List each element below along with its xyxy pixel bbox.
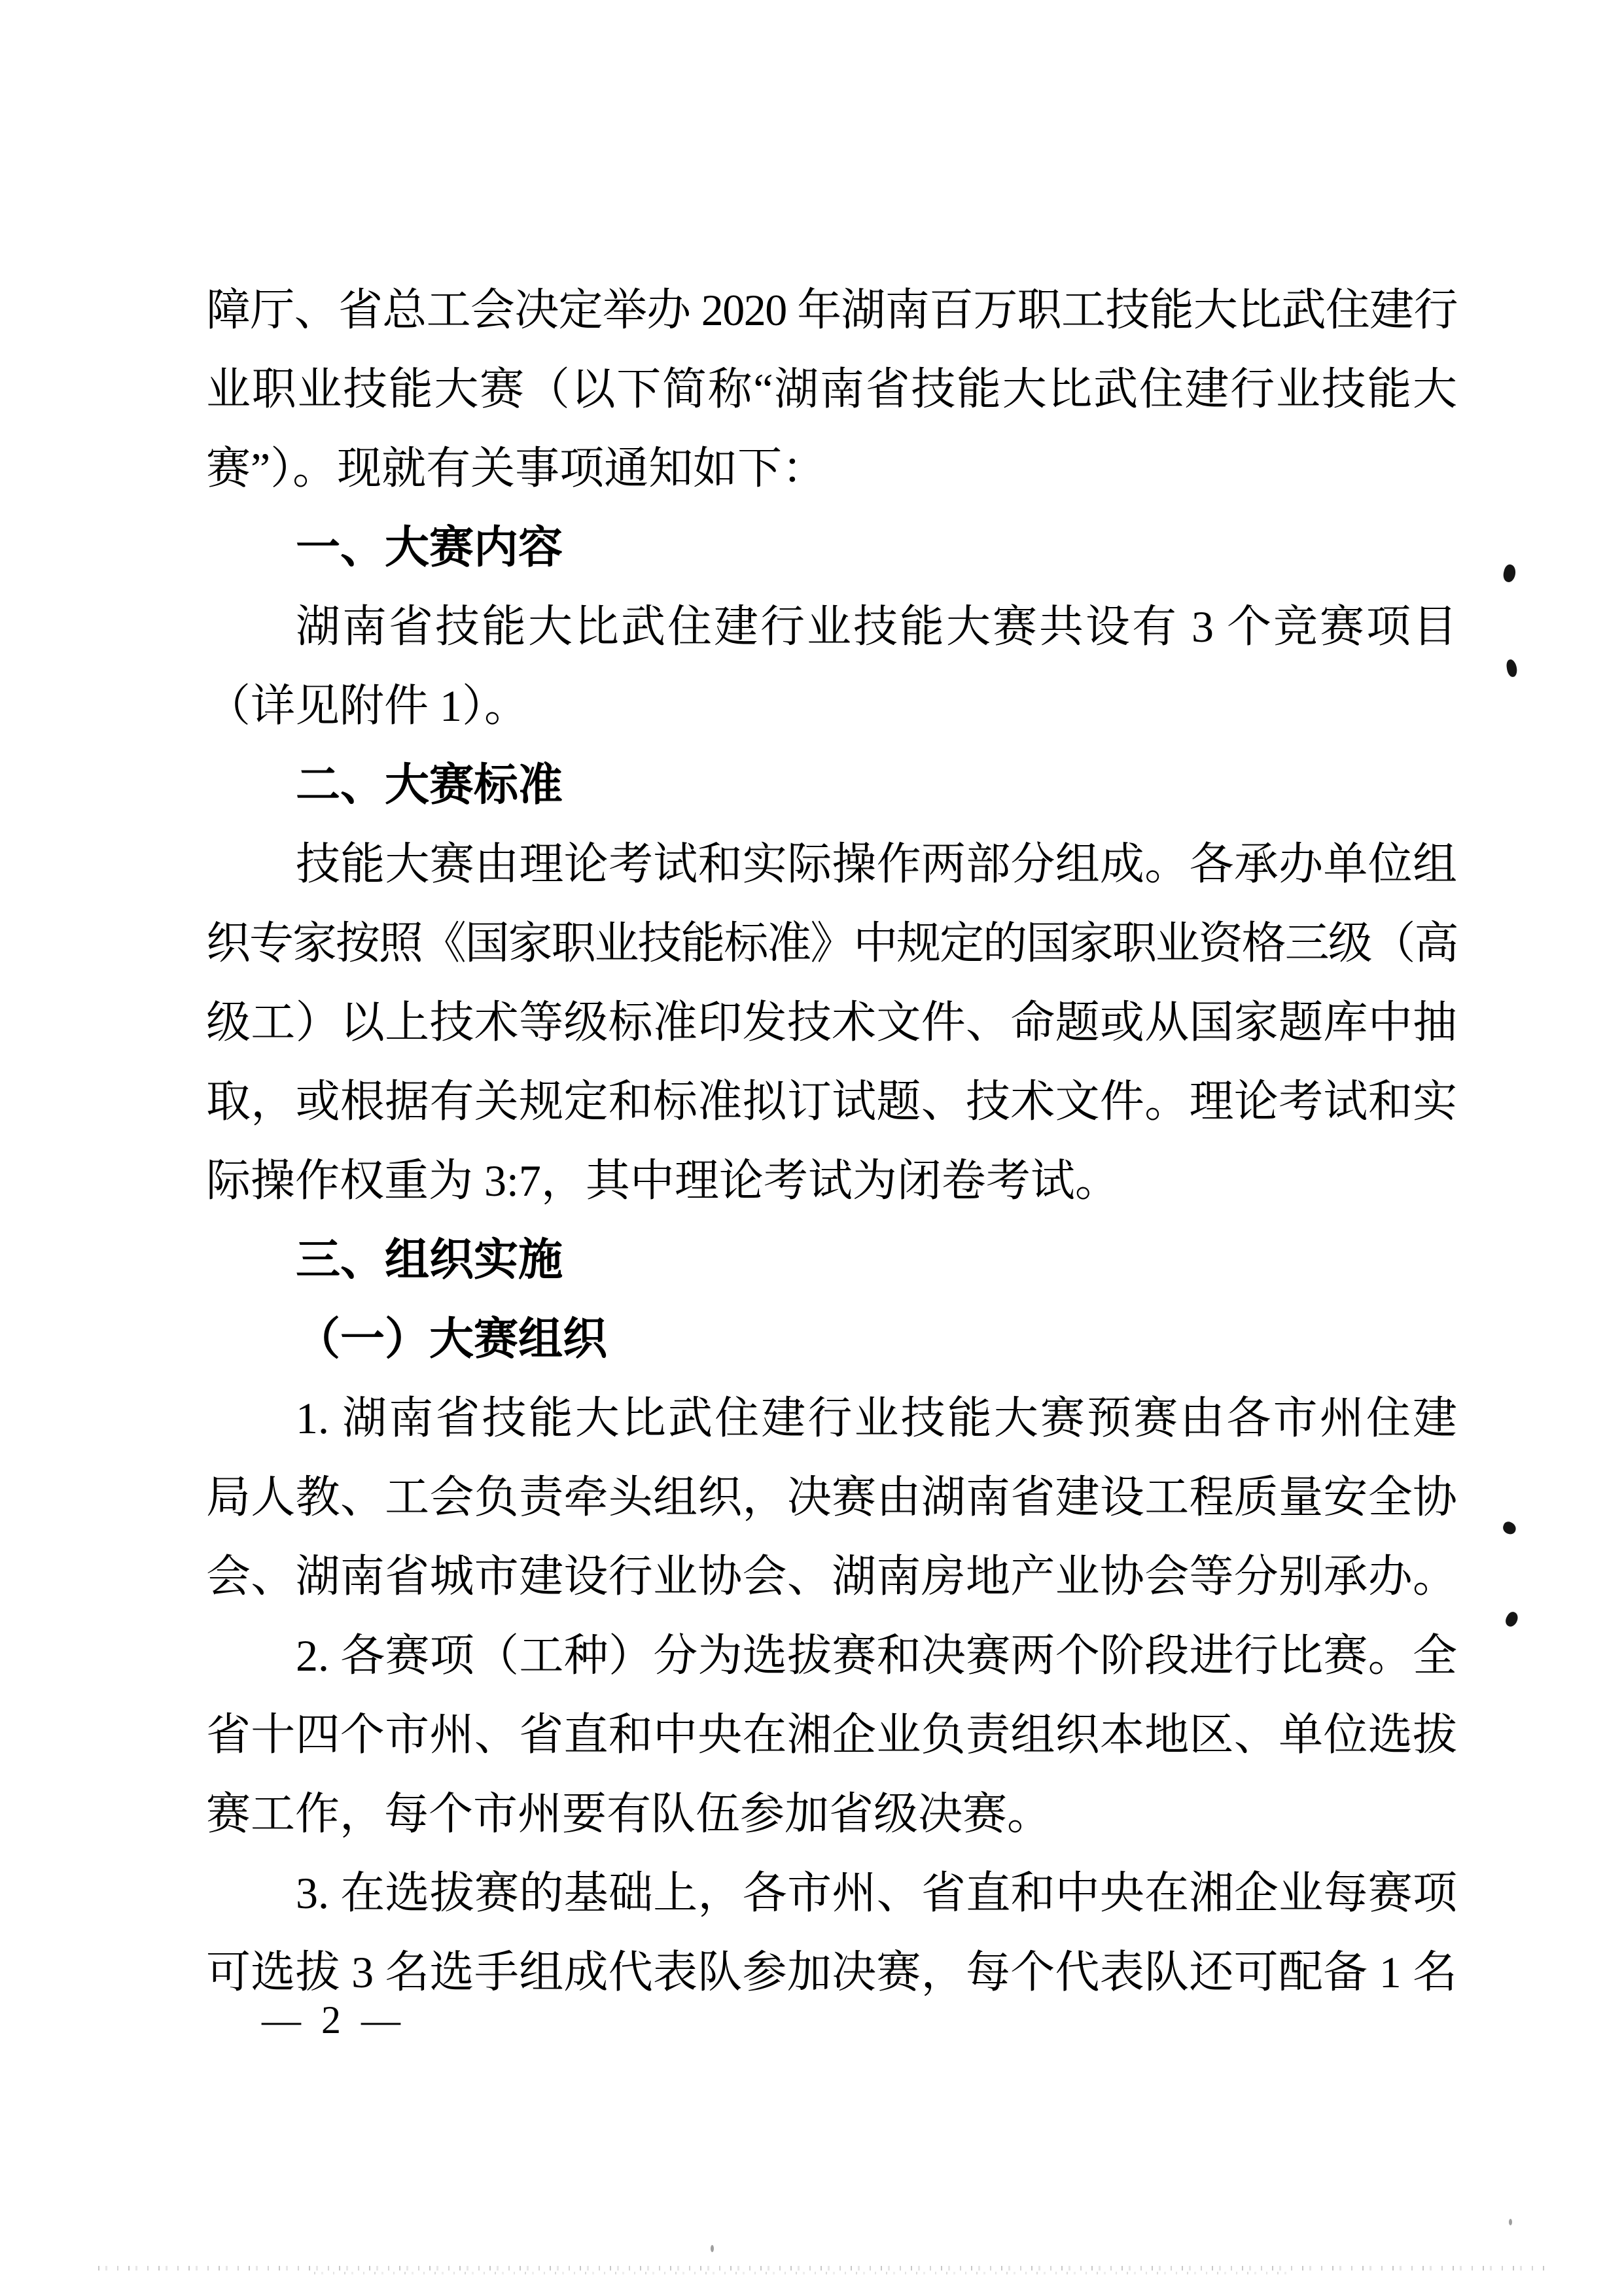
scan-noise-strip [98,2266,1544,2270]
ink-speck [1503,1610,1520,1628]
doc-line: 湖南省技能大比武住建行业技能大赛共设有 3 个竞赛项目 [296,602,1457,652]
doc-line: 省十四个市州、省直和中央在湘企业负责组织本地区、单位选拔 [206,1710,1457,1760]
doc-line: 局人教、工会负责牵头组织，决赛由湖南省建设工程质量安全协 [206,1472,1457,1522]
doc-line: 织专家按照《国家职业技能标准》中规定的国家职业资格三级（高 [206,918,1457,968]
doc-line: 业职业技能大赛（以下简称“湖南省技能大比武住建行业技能大 [206,364,1457,414]
doc-line: 级工）以上技术等级标准印发技术文件、命题或从国家题库中抽 [206,998,1457,1047]
doc-line: 取，或根据有关规定和标准拟订试题、技术文件。理论考试和实 [206,1077,1457,1126]
section-heading: 三、组织实施 [296,1234,563,1286]
doc-line: 赛”）。现就有关事项通知如下： [206,444,827,493]
doc-line: 障厅、省总工会决定举办 2020 年湖南百万职工技能大比武住建行 [206,285,1457,335]
section-heading: 一、大赛内容 [296,522,563,574]
page-number: — 2 — [262,1998,406,2042]
doc-line: 3. 在选拔赛的基础上，各市州、省直和中央在湘企业每赛项 [296,1868,1457,1918]
doc-line: 1. 湖南省技能大比武住建行业技能大赛预赛由各市州住建 [296,1393,1457,1443]
doc-line: 技能大赛由理论考试和实际操作两部分组成。各承办单位组 [296,839,1457,889]
doc-line: 会、湖南省城市建设行业协会、湖南房地产业协会等分别承办。 [206,1552,1457,1601]
doc-line: 际操作权重为 3:7，其中理论考试为闭卷考试。 [206,1156,1120,1206]
doc-line: 可选拔 3 名选手组成代表队参加决赛，每个代表队还可配备 1 名 [206,1947,1457,1997]
doc-line: （详见附件 1）。 [206,681,529,731]
document-body [206,271,1457,2012]
section-heading: 二、大赛标准 [296,759,563,811]
scan-artifact-dot [711,2245,714,2252]
ink-speck [1501,1520,1517,1536]
scan-noise-strip [314,2272,1296,2274]
ink-speck [1506,659,1518,678]
scan-artifact-dot [1509,2219,1512,2225]
doc-line: 2. 各赛项（工种）分为选拔赛和决赛两个阶段进行比赛。全 [296,1631,1457,1680]
sub-heading: （一）大赛组织 [296,1313,608,1365]
ink-speck [1502,563,1517,583]
doc-line: 赛工作，每个市州要有队伍参加省级决赛。 [206,1789,1052,1839]
